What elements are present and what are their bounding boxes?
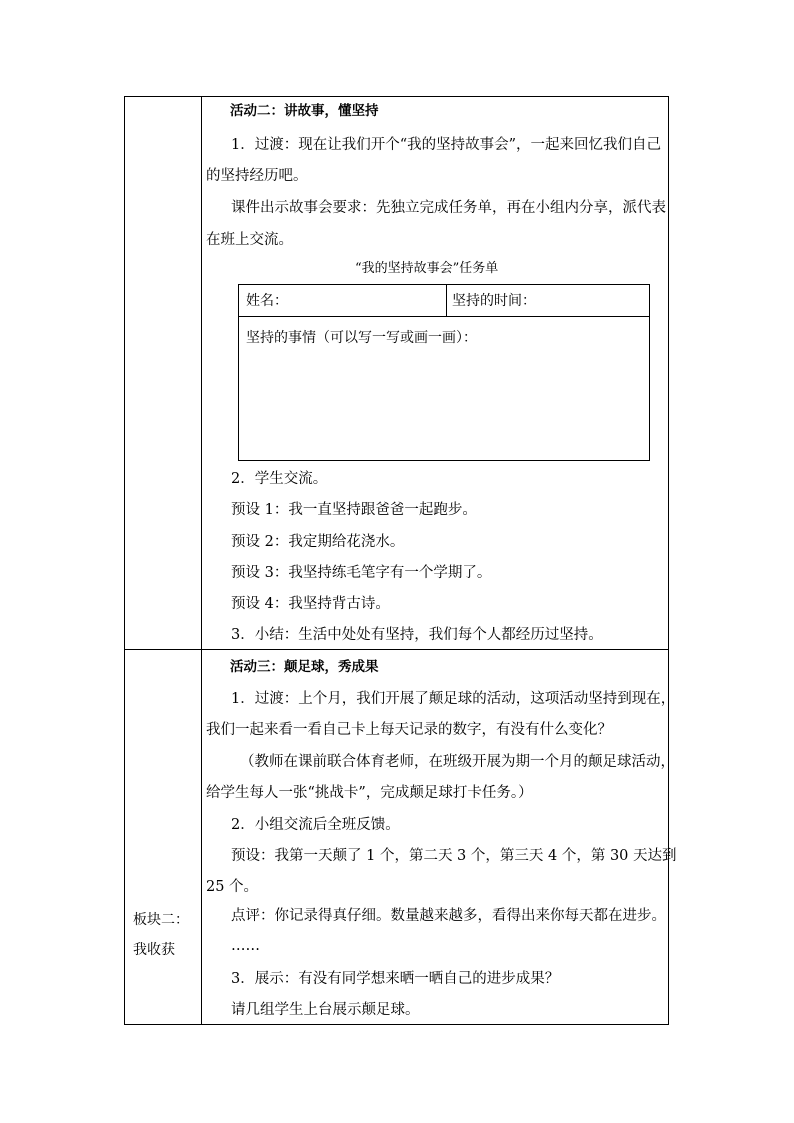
row-divider — [125, 649, 668, 650]
activity2-p2-line2: 在班上交流。 — [206, 232, 293, 248]
activity3-p1-line1: 1．过渡：上个月，我们开展了颠足球的活动，这项活动坚持到现在， — [231, 691, 676, 707]
activity3-p4: 请几组学生上台展示颠足球。 — [231, 1002, 420, 1018]
activity2-title: 活动二：讲故事，懂坚持 — [230, 103, 379, 119]
activity2-p2-line1: 课件出示故事会要求：先独立完成任务单，再在小组内分享，派代表 — [231, 200, 666, 216]
task-thing-label: 坚持的事情（可以写一写或画一画）： — [246, 330, 477, 346]
activity3-note-line2: 给学生每人一张“挑战卡”，完成颠足球打卡任务。） — [206, 785, 533, 801]
task-sheet — [238, 284, 650, 461]
task-sheet-row-divider — [239, 316, 649, 317]
activity3-preset-line2: 25 个。 — [206, 879, 259, 895]
activity2-p1-line1: 1．过渡：现在让我们开个“我的坚持故事会”，一起来回忆我们自己 — [231, 137, 662, 153]
block-label — [133, 905, 195, 965]
block-label-line1: 板块二： — [133, 912, 189, 928]
activity3-note-line1: （教师在课前联合体育老师，在班级开展为期一个月的颠足球活动， — [240, 754, 675, 770]
block-label-line2: 我收获 — [133, 942, 175, 958]
activity3-title: 活动三：颠足球，秀成果 — [230, 659, 379, 675]
activity3-comment: 点评：你记录得真仔细。数量越来越多，看得出来你每天都在进步。 — [231, 908, 666, 924]
activity2-summary: 3．小结：生活中处处有坚持，我们每个人都经历过坚持。 — [231, 627, 603, 643]
activity2-p3: 2．学生交流。 — [231, 471, 328, 487]
activity2-preset1: 预设 1：我一直坚持跟爸爸一起跑步。 — [231, 502, 477, 518]
task-sheet-col-divider — [446, 285, 447, 316]
activity3-p2: 2．小组交流后全班反馈。 — [231, 817, 400, 833]
column-divider — [201, 97, 202, 1024]
activity2-p1-line2: 的坚持经历吧。 — [206, 168, 308, 184]
task-sheet-title: “我的坚持故事会”任务单 — [355, 261, 499, 276]
activity2-preset3: 预设 3：我坚持练毛笔字有一个学期了。 — [231, 565, 492, 581]
activity3-ellipsis: …… — [231, 938, 260, 954]
activity2-preset2: 预设 2：我定期给花浇水。 — [231, 534, 405, 550]
activity3-p3: 3．展示：有没有同学想来晒一晒自己的进步成果？ — [231, 971, 560, 987]
activity2-preset4: 预设 4：我坚持背古诗。 — [231, 596, 390, 612]
task-name-label: 姓名： — [246, 293, 288, 309]
activity3-preset-line1: 预设：我第一天颠了 1 个，第二天 3 个，第三天 4 个，第 30 天达到 — [231, 848, 677, 864]
task-time-label: 坚持的时间： — [452, 293, 536, 309]
activity3-p1-line2: 我们一起来看一看自己卡上每天记录的数字，有没有什么变化？ — [206, 722, 612, 738]
